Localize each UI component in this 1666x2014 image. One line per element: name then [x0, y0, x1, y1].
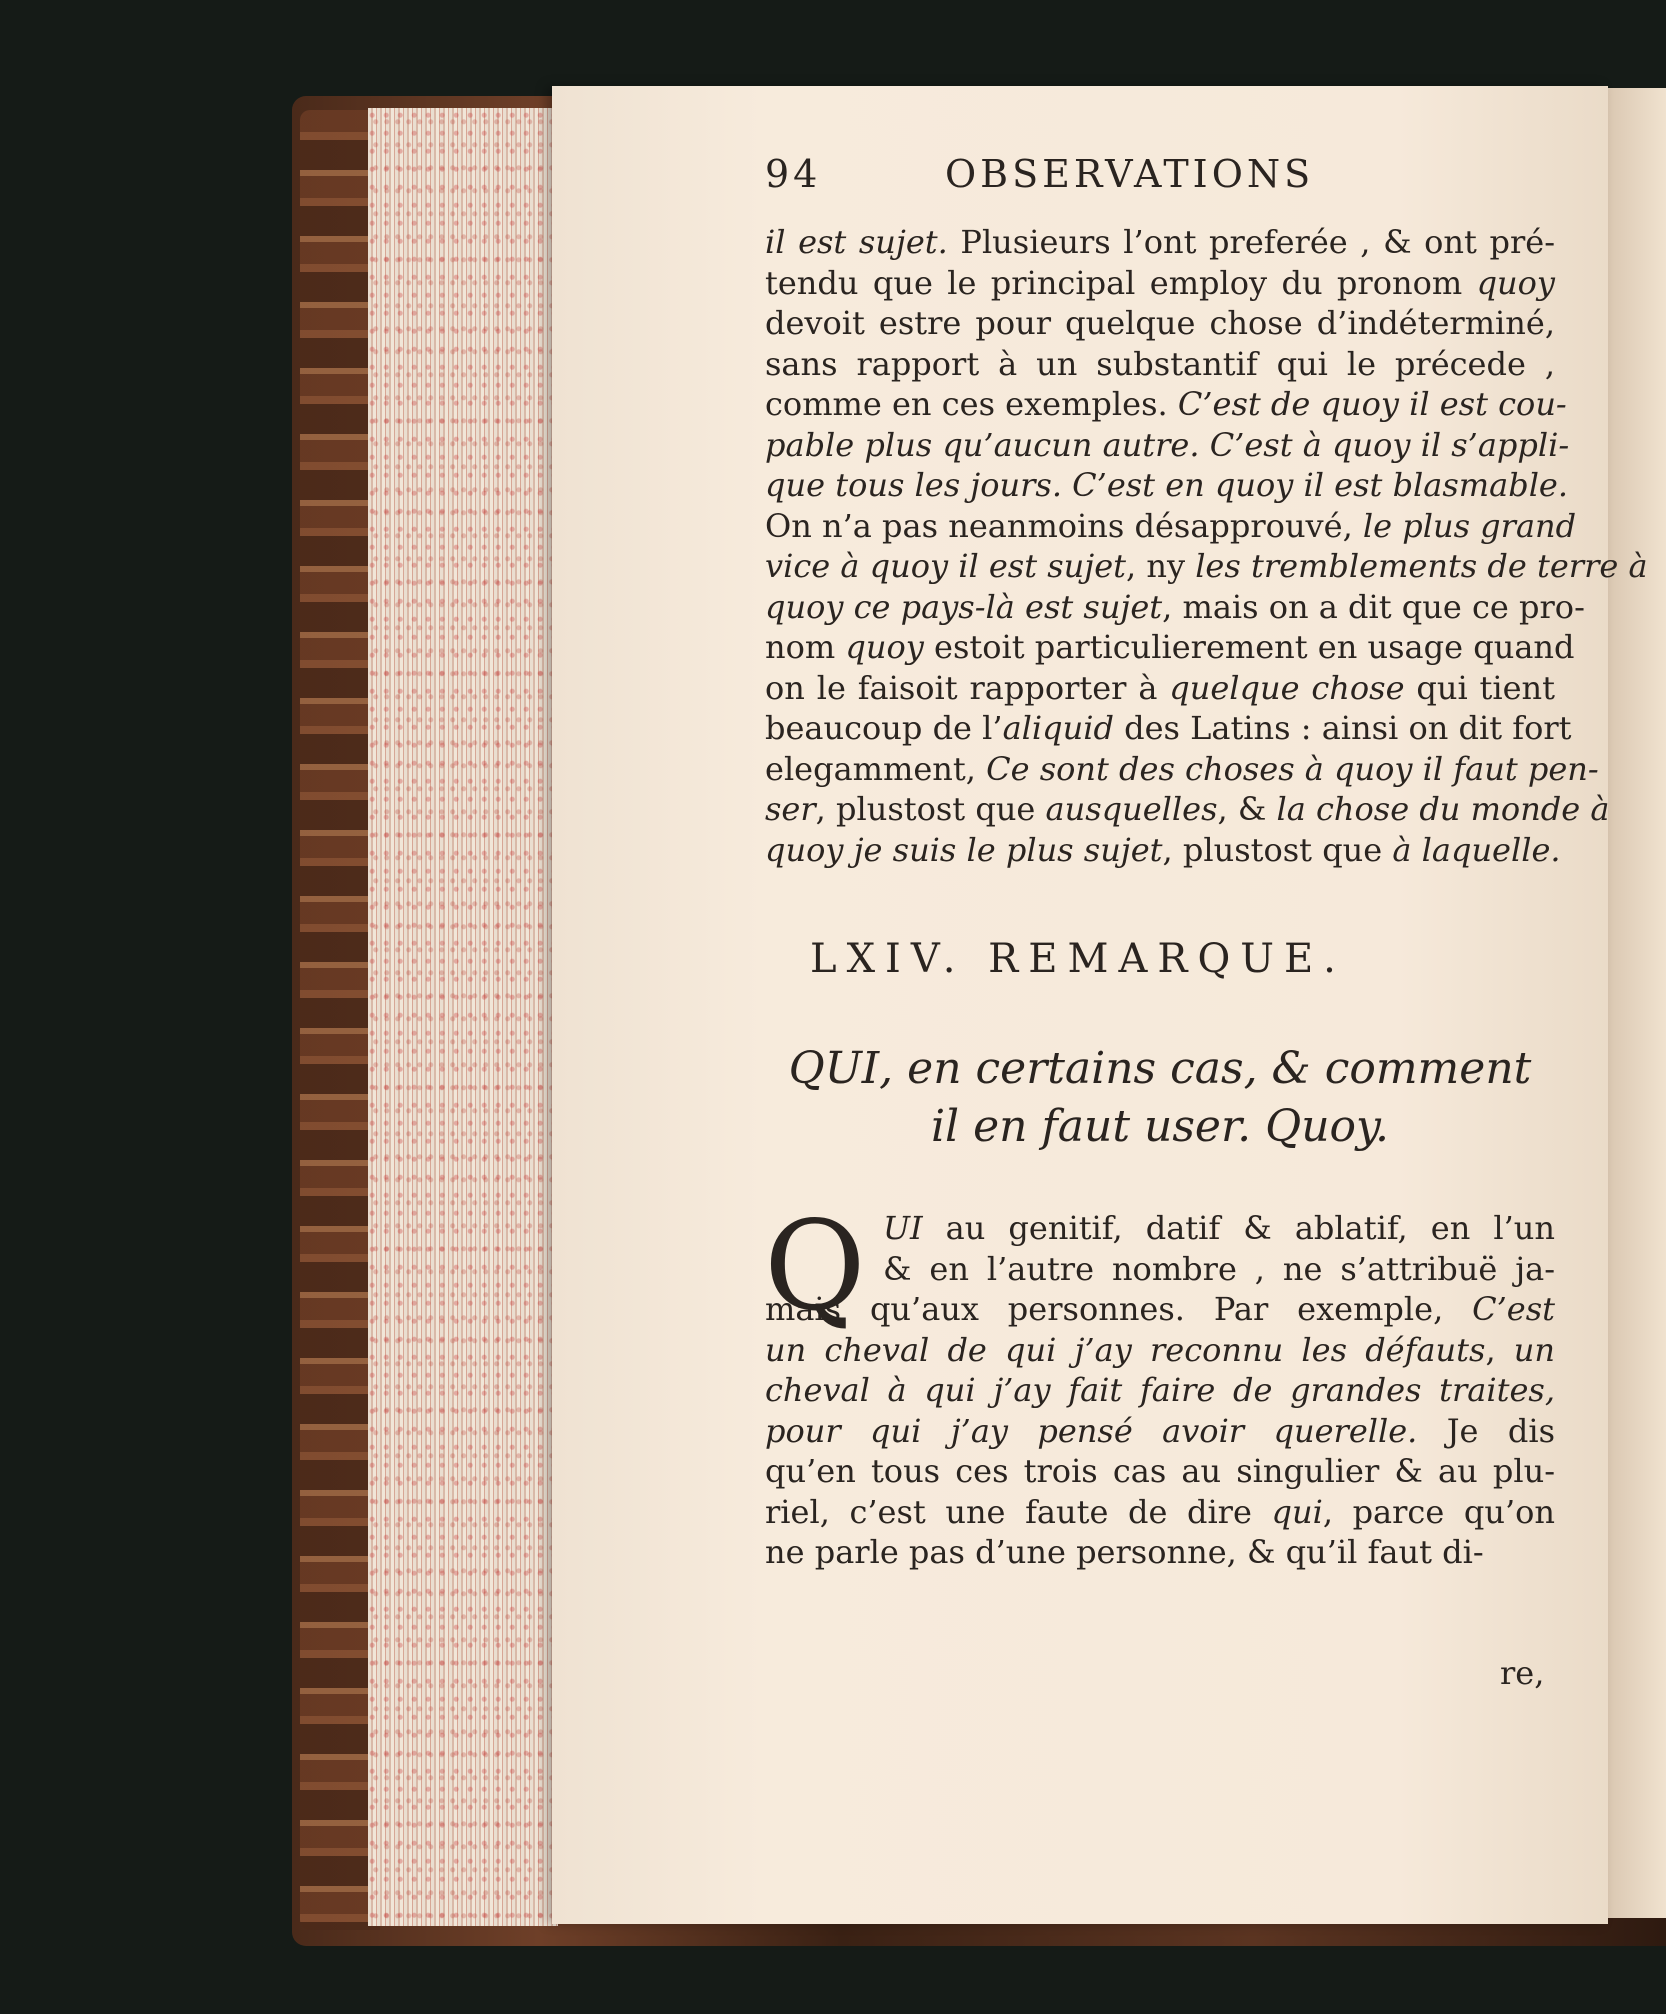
italic-text: vice à quoy il est sujet	[765, 547, 1126, 585]
text-line	[765, 1370, 1555, 1411]
text-line	[765, 465, 1569, 506]
italic-text: le plus grand	[1362, 506, 1577, 545]
text-line	[765, 789, 1610, 830]
page-edges	[368, 108, 558, 1926]
text-line	[765, 830, 1561, 871]
text-line	[765, 344, 1555, 385]
page-number: 94	[765, 152, 822, 196]
text-run: comme en ces exemples.	[765, 385, 1178, 423]
text-run: elegamment,	[765, 749, 987, 788]
italic-text: les tremblements de terre à	[1195, 547, 1648, 585]
text-line	[765, 708, 1572, 749]
text-run: estoit particulierement en usage quand	[923, 628, 1575, 666]
paragraph-2	[765, 1208, 1555, 1573]
italic-text: un	[1513, 1330, 1556, 1369]
remark-title: LXIV. REMARQUE.	[810, 936, 1346, 982]
text-run: , &	[1217, 790, 1277, 828]
italic-text: quoy je suis le plus sujet	[765, 830, 1163, 869]
text-run: sans rapport à un substantif qui le précede ,	[765, 344, 1555, 383]
text-run: des Latins : ainsi on dit fort	[1113, 709, 1572, 747]
text-run: au genitif, datif & ablatif, en l’un	[922, 1209, 1555, 1247]
text-run: devoit estre pour quelque chose d’indéterminé,	[765, 304, 1555, 342]
drop-cap: Q	[764, 1195, 866, 1339]
italic-text: à laquelle.	[1392, 830, 1561, 869]
italic-text: aliquid	[1002, 709, 1114, 747]
text-line	[765, 425, 1570, 466]
text-run: tendu que le principal employ du pronom	[765, 263, 1477, 302]
text-run: ne parle pas d’une personne, & qu’il faut di-	[765, 1533, 1484, 1571]
text-run: Plusieurs l’ont preferée , & ont pré-	[947, 223, 1556, 261]
text-line	[765, 1532, 1555, 1573]
catchword: re,	[1500, 1654, 1545, 1692]
italic-text: qui	[1271, 1492, 1323, 1531]
text-run: , mais on a dit que ce pro-	[1162, 587, 1585, 626]
text-line	[765, 1411, 1555, 1452]
italic-text: pour qui j’ay pensé avoir querelle.	[765, 1411, 1418, 1450]
text-line	[765, 1208, 1555, 1249]
italic-text: que tous les jours. C’est en quoy il est blasmable.	[765, 466, 1569, 504]
text-run: mais qu’aux personnes. Par exemple,	[765, 1290, 1473, 1328]
text-run: On n’a pas neanmoins désapprouvé,	[765, 506, 1363, 545]
text-line	[765, 1289, 1555, 1330]
italic-text: quoy	[1476, 263, 1555, 302]
paragraph-1	[765, 222, 1648, 870]
text-line	[765, 1249, 1555, 1290]
text-run: qui tient	[1404, 668, 1556, 707]
text-line	[765, 1330, 1555, 1371]
text-run: qu’en tous ces trois cas au singulier & au plu-	[765, 1452, 1555, 1490]
text-run: Je dis	[1417, 1411, 1556, 1450]
text-line	[765, 749, 1599, 790]
running-title: OBSERVATIONS	[945, 152, 1315, 196]
italic-text: C’est	[1472, 1290, 1555, 1328]
text-run: , plustost que	[815, 790, 1046, 828]
text-line	[765, 303, 1555, 344]
text-run: , parce qu’on	[1322, 1492, 1556, 1531]
text-run: & en l’autre nombre , ne s’attribuë ja-	[883, 1249, 1555, 1288]
text-line	[765, 263, 1555, 304]
headline-line: QUI, en certains cas, & comment	[788, 1043, 1532, 1094]
italic-text: Ce sont des choses à quoy il faut pen-	[986, 749, 1599, 788]
italic-text: la chose du monde à	[1276, 790, 1610, 828]
italic-text: quelque chose	[1169, 668, 1405, 707]
text-run: , ny	[1125, 547, 1196, 585]
italic-text: quoy ce pays-là est sujet	[765, 587, 1163, 626]
facing-page-edge	[1604, 88, 1666, 1918]
italic-text: quoy	[845, 628, 924, 666]
text-line	[765, 1492, 1555, 1533]
text-run: beaucoup de l’	[765, 709, 1003, 747]
italic-text: UI	[883, 1209, 923, 1247]
italic-text: un cheval de qui j’ay reconnu les défauts	[765, 1330, 1486, 1369]
running-header	[765, 152, 1405, 206]
headline-line: il en faut user. Quoy.	[930, 1101, 1390, 1152]
text-run: on le faisoit rapporter à	[765, 668, 1170, 707]
text-line	[765, 384, 1567, 425]
italic-text: C’est de quoy il est cou-	[1177, 385, 1567, 423]
text-line	[765, 222, 1555, 263]
italic-text: pable plus qu’aucun autre. C’est à quoy il s’appli-	[765, 425, 1570, 464]
remark-headline	[765, 1040, 1555, 1156]
italic-text: ausquelles	[1045, 790, 1218, 828]
text-line	[765, 587, 1585, 628]
text-line	[765, 506, 1577, 547]
text-run: ,	[1485, 1330, 1514, 1369]
italic-text: il est sujet.	[765, 223, 948, 261]
italic-text: cheval à qui j’ay fait faire de grandes traites,	[765, 1371, 1555, 1409]
text-run: , plustost que	[1162, 830, 1393, 869]
italic-text: ser	[765, 790, 816, 828]
text-run: nom	[765, 628, 846, 666]
text-line	[765, 1451, 1555, 1492]
text-line	[765, 668, 1555, 709]
text-line	[765, 627, 1575, 668]
text-line	[765, 546, 1648, 587]
text-run: riel, c’est une faute de dire	[765, 1492, 1272, 1531]
